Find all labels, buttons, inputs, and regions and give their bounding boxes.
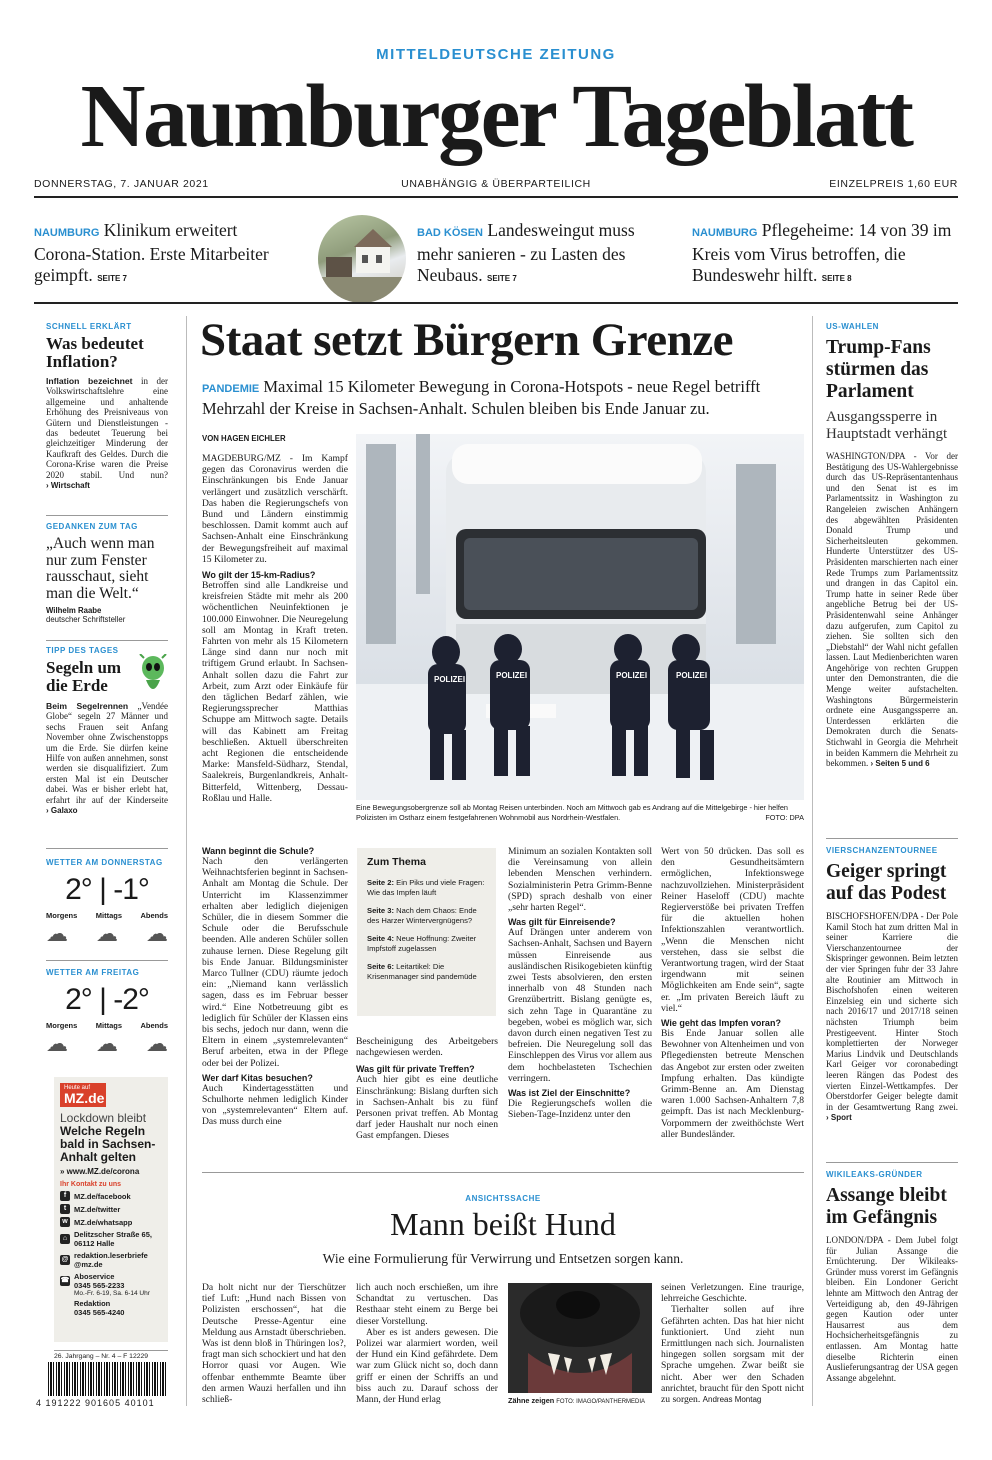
redaktion-title: Redaktion	[74, 1299, 111, 1308]
explain-box	[46, 322, 168, 491]
mz-ad-box[interactable]	[54, 1077, 168, 1342]
cloud-icon: ☁	[146, 922, 168, 947]
us-story	[826, 322, 958, 770]
teaser-ref: SEITE 7	[486, 274, 517, 283]
teaser-2[interactable]	[417, 220, 657, 289]
weather-temps: 2° | -1°	[65, 873, 149, 906]
weather-temps: 2° | -2°	[65, 983, 149, 1016]
snow-cloud-icon: ☁	[146, 1032, 168, 1057]
subhead: Wer darf Kitas besuchen?	[202, 1072, 313, 1083]
body-text: Tierhalter sollen auf ihre Gefährten achten. Das hat hier nicht funktioniert. Und zieht nun Ermittlungen nach sich. Journalisten hingegen sollen sorgsam mit der Sprache umgehen. Zwar beißt sie nicht. Aber wer den Schaden anrichtet, braucht für den Spott nicht zu sorgen. Andreas Montag	[661, 1304, 804, 1406]
teaser-kicker: NAUMBURG	[34, 227, 100, 239]
body-text: Die Regierungschefs wollen die Sieben-Tage-Inzidenz unter den	[508, 1098, 652, 1121]
weather-kicker: WETTER AM FREITAG	[46, 968, 140, 977]
opinion-col-4	[661, 1282, 804, 1405]
explain-text: Inflation bezeichnet in der Volkswirtschaftslehre eine allgemeine und anhaltende Erhöhung des Preisniveaus von Gütern und Dienstleistungen - das bedeutet Teuerung bei gleichzeitiger Minderung der Kaufkraft des Geldes. Durch die Corona-Krise waren die Preise 2020 stabil. Und nun? › Wirtschaft	[46, 376, 168, 491]
body-text: Bis Ende Januar sollen alle Bewohner von Altenheimen und von Pflegediensten betreute Menschen das Angebot zur ersten oder zweiten Impfung erhalten. Das kündigte Grimm-Benne an. Am Dienstag waren 1.000 Sachsen-Anhaltern 7,8 geimpft. Das ist nach Mecklenburg-Vorpommern der zweithöchste Wert aller Bundesländer.	[661, 1028, 804, 1140]
subhead: Wie geht das Impfen voran?	[661, 1018, 781, 1029]
ski-kicker: VIERSCHANZENTOURNEE	[826, 846, 938, 855]
svg-text:POLIZEI: POLIZEI	[434, 675, 466, 684]
cloud-icon: ☁	[96, 922, 118, 947]
main-col-3	[508, 846, 652, 1120]
issue-date: DONNERSTAG, 7. JANUAR 2021	[34, 178, 209, 190]
newspaper-title: Naumburger Tageblatt	[80, 67, 912, 166]
main-col-4	[661, 846, 804, 1140]
wiki-kicker: WIKILEAKS-GRÜNDER	[826, 1170, 923, 1179]
ad-link[interactable]: » www.MZ.de/corona	[60, 1167, 140, 1176]
body-text: Aber es ist anders gewesen. Die Polizei war alarmiert worden, weil der Hund ein Kind gefährdete. Dem war zum Glück nicht so, doch dann griff er einen der Schriffs an und biss auch zu. Darauf schoss der Mann, der Hund erlag	[356, 1326, 498, 1406]
body-text: Nach den verlängerten Weihnachtsferien beginnt in Sachsen-Anhalt am Montag die Schule. Der Unterricht im Klassenzimmer erhalten aber lediglich diejenigen Schüler, die in diesem Sommer die Schule oder die Berufsschule beenden. Alle anderen Schüler sollen zuhause lernen. Diese Regelung gilt bis Ende Januar. Bildungsminister Marco Tullner (CDU) räumte jedoch ein: „Niemand kann verlässlich sagen, dass es im Februar besser wird.“ Eine Notbetreuung gibt es lediglich für Schüler der Klassen eins bis sechs, jedoch nur dann, wenn die Eltern in einem „systemrelevanten“ Beruf arbeiten, etwa in der Pflege oder bei der Polizei.	[202, 856, 348, 1069]
facebook-icon: f	[60, 1191, 70, 1201]
weather-kicker: WETTER AM DONNERSTAG	[46, 858, 163, 867]
abo-hours: Mo.-Fr. 6-19, Sa. 6-14 Uhr	[74, 1290, 150, 1297]
motto: UNABHÄNGIG & ÜBERPARTEILICH	[401, 178, 591, 190]
dog-photo	[508, 1283, 652, 1393]
main-photo	[356, 434, 804, 800]
ski-title: Geiger springt auf das Podest	[826, 861, 947, 904]
author: Andreas Montag	[702, 1395, 762, 1405]
contact-heading: Ihr Kontakt zu uns	[60, 1181, 122, 1188]
tip-title: Segeln um die Erde	[46, 658, 122, 695]
photo-credit: FOTO: DPA	[765, 813, 804, 822]
opinion-col-2	[356, 1282, 498, 1405]
teaser-photo	[318, 215, 406, 303]
svg-text:POLIZEI: POLIZEI	[616, 671, 648, 680]
lead-text: MAGDEBURG/MZ - Im Kampf gegen das Coronavirus werden die Einschränkungen bis Ende Januar verlängert und zusätzlich verschärft. Das haben die Regierungschefs von Bund und Ländern einstimmig beschlossen. Damit kommt auch auf Sachsen-Anhalt eine Einschränkung der Bewegungsfreiheit auf maximal 15 Kilometer zu.	[202, 453, 348, 565]
snow-cloud-icon: ☁	[96, 1032, 118, 1057]
body-text: Auf Drängen unter anderem von Sachsen-Anhalt, Sachsen und Bayern müssen Einreisende aus ausländischen Risikogebieten künftig zwei Tests absolvieren, den ersten innerhalb von 48 Stunden nach Grenzübertritt. Bislang genügte es, sich zehn Tage in Quarantäne zu begeben, wobei es möglich war, sich davon durch einen negativen Test zu befreien. Die Neuregelung soll das Einschleppen des Virus vor allem aus dem hochbelasteten Tschechien verringern.	[508, 927, 652, 1084]
teaser-text: Landesweingut muss mehr sanieren - zu Lasten des Neubaus.	[417, 220, 635, 285]
main-headline: Staat setzt Bürgern Grenze	[200, 314, 734, 366]
opinion-kicker: ANSICHTSSACHE	[465, 1194, 541, 1203]
ad-line2: Welche Regeln bald in Sachsen-Anhalt gelten	[60, 1124, 156, 1164]
price: EINZELPREIS 1,60 EUR	[829, 178, 958, 190]
body-text: Minimum an sozialen Kontakten soll die Vereinsamung von allein lebenden Menschen verhindern. Sozialministerin Petra Grimm-Benne (SPD) sprach deshalb von einer „sehr harten Regel“.	[508, 846, 652, 914]
body-text: Betroffen sind alle Landkreise und kreisfreien Städte mit mehr als 200 wöchentlichen Neuinfektionen je 100.000 Einwohner. Die Neuregelung soll am Montag in Kraft treten. Fahrten von mehr als 15 Kilometern Länge sind dann nur noch mit triftigem Grund erlaubt. In Sachsen-Anhalt sollen dazu die Fahrt zur Arbeit, zum Arzt oder Einkäufe für den täglichen Bedarf zählen, wie Regierungssprecher Matthias Schuppe am Mittwoch sagte. Details will das Kabinett am Freitag beschließen. Aktuell überschreiten acht Regionen die entscheidende Marke: Mansfeld-Südharz, Stendal, Saalekreis, Burgenlandkreis, Anhalt-Bitterfeld, Wittenberg, Dessau-Roßlau und Halle.	[202, 580, 348, 804]
quote-role: deutscher Schriftsteller	[46, 615, 126, 624]
ski-text: BISCHOFSHOFEN/DPA - Der Pole Kamil Stoch hat zum dritten Mal in seiner Karriere die Vierschanzentournee der Skispringer gewonnen. Beim letzten der vier Springen fuhr der 33 Jahre alte Routinier am Mittwoch in Bischofshofen einen weiteren Einzelsieg ein und sicherte sich nach 2016/17 und 2017/18 seinen nächsten Triumph beim Prestigeevent. Hinter Stoch komplettierten der Norweger Marius Lindvik und Deutschlands Karl Geiger vor coronabedingt leeren Rängen das Podest des vierten Einzel-Wettkampfes. Der Oberstdorfer Geiger belegte damit in der Gesamtwertung Rang zwei. › Sport	[826, 911, 958, 1123]
alien-mascot-icon	[138, 654, 168, 698]
mail-icon: @	[61, 1256, 69, 1263]
weather-friday	[46, 968, 168, 1057]
superline: MITTELDEUTSCHE ZEITUNG	[376, 46, 616, 63]
thema-item[interactable]: Seite 4: Neue Hoffnung: Zweiter Impfstoff zugelassen	[367, 934, 477, 953]
opinion-title: Mann beißt Hund	[390, 1206, 616, 1242]
us-deck: Ausgangssperre in Hauptstadt verhängt	[826, 409, 948, 442]
teaser-3[interactable]	[692, 220, 960, 289]
teaser-kicker: BAD KÖSEN	[417, 227, 484, 239]
teaser-text: Klinikum erweitert Corona-Station. Erste Mitarbeiter geimpft.	[34, 220, 269, 285]
weather-labels: Morgens Mittags Abends	[46, 911, 168, 920]
subhead: Wo gilt der 15-km-Radius?	[202, 570, 316, 581]
dog-caption: Zähne zeigen FOTO: IMAGO/PANTHERMEDIA	[508, 1396, 646, 1405]
mz-badge[interactable]: Heute auf MZ.de	[60, 1083, 106, 1107]
quote-box	[46, 522, 168, 624]
body-text: Auch hier gibt es eine deutliche Einschränkung: Bislang durften sich in Sachsen-Anhalt bis zu fünf Personen privat treffen. Ab Montag darf jeder Haushalt nur noch einen Gast empfangen. Dieses	[356, 1074, 498, 1142]
thema-title: Zum Thema	[367, 856, 426, 868]
teaser-ref: SEITE 7	[97, 274, 127, 283]
snow-cloud-icon: ☁	[46, 1032, 68, 1057]
body-text: lich auch noch erschießen, um ihre Schandtat zu vertuschen. Das Resthaar steht einem zu Berge bei dieser Vorstellung.	[356, 1282, 498, 1327]
address: ⌂ Delitzscher Straße 65, 06112 Halle	[60, 1230, 162, 1248]
issue-number: 26. Jahrgang – Nr. 4 – F 12229	[54, 1350, 168, 1360]
subhead: Was ist Ziel der Einschnitte?	[508, 1088, 631, 1099]
us-kicker: US-WAHLEN	[826, 322, 879, 331]
twitter-icon: t	[60, 1204, 70, 1214]
main-col-lead	[202, 434, 348, 804]
body-text: seinen Verletzungen. Eine traurige, lehrreiche Geschichte.	[661, 1282, 804, 1305]
subhead: Was gilt für private Treffen?	[356, 1064, 475, 1075]
ad-line1: Lockdown bleibt	[60, 1111, 147, 1125]
body-text: Auch Kindertagesstätten und Schulhorte nehmen lediglich Kinder von „systemrelevanten“ Eltern auf. Das muss durch eine	[202, 1082, 348, 1128]
teaser-text: Pflegeheime: 14 von 39 im Kreis vom Virus betroffen, die Bundeswehr hilft.	[692, 220, 952, 285]
email-link[interactable]: @ redaktion.leserbriefe @mz.de	[61, 1251, 148, 1269]
photo-caption: Eine Bewegungsobergrenze soll ab Montag Reisen unterbinden. Noch am Mittwoch gab es Andrang auf die Mittelgebirge - hier helfen Polizisten im Ostharz einem festgefahrenen Wohnmobil aus Nordrhein-Westfalen. FOTO: DPA	[356, 803, 804, 822]
weather-labels: Morgens Mittags Abends	[46, 1021, 168, 1030]
whatsapp-icon: w	[60, 1217, 70, 1227]
wiki-story	[826, 1170, 958, 1383]
phone-icon: ☎	[60, 1277, 70, 1284]
main-col-2	[356, 1036, 498, 1142]
svg-text:POLIZEI: POLIZEI	[676, 671, 708, 680]
tip-kicker: TIPP DES TAGES	[46, 646, 119, 655]
snow-cloud-icon: ☁	[46, 922, 68, 947]
opinion-deck: Wie eine Formulierung für Verwirrung und Entsetzen sorgen kann.	[322, 1251, 684, 1266]
wiki-title: Assange bleibt im Gefängnis	[826, 1185, 947, 1228]
quote-text: „Auch wenn man nur zum Fenster rausschaut, sieht man die Welt.“	[46, 535, 155, 602]
facebook-link[interactable]: f MZ.de/facebook	[60, 1191, 162, 1201]
svg-text:POLIZEI: POLIZEI	[496, 671, 528, 680]
subhead: Wann beginnt die Schule?	[202, 846, 315, 856]
teaser-1[interactable]	[34, 220, 284, 289]
us-title: Trump-Fans stürmen das Parlament	[826, 337, 931, 402]
wiki-text: LONDON/DPA - Dem Jubel folgt für Julian Assange die Ernüchterung. Der Wikileaks-Gründer muss vorerst im Gefängnis bleiben. Ein Londoner Gericht lehnte am Mittwoch den Antrag der Verteidigung ab, den 49-Jährigen gegen Kaution oder unter Hausarrest aus dem Hochsicherheitsgefängnis zu entlassen. Am Montag hatte dieselbe Richterin einen Auslieferungsantrag der USA gegen Assange abgelehnt.	[826, 1235, 958, 1383]
quote-kicker: GEDANKEN ZUM TAG	[46, 522, 138, 531]
barcode-number: 4 191222 901605 40101	[36, 1398, 176, 1408]
body-text: Da holt nicht nur der Tierschützer tief Luft: „Hund nach Bissen von Polizisten erschossen“, hat die Deutsche Presse-Agentur eine Meldung aus Arnstadt überschrieben. Was ist denn bloß in Thüringen los?, fragt man sich schockiert und hat den Horror quasi vor Augen. Wie offenbar enthemmte Beamte über den armen Wauzi herfallen und ihn schließ-	[202, 1282, 346, 1406]
thema-item[interactable]: Seite 2: Ein Piks und viele Fragen: Wie das Impfen läuft	[367, 878, 485, 897]
body-text: Bescheinigung des Arbeitgebers nachgewiesen werden.	[356, 1036, 498, 1059]
quote-author: Wilhelm Raabe	[46, 606, 102, 615]
opinion-col-1	[202, 1282, 346, 1405]
thema-item[interactable]: Seite 6: Leitartikel: Die Krisenmanager sind pandemüde	[367, 962, 477, 981]
thema-item[interactable]: Seite 3: Nach dem Chaos: Ende des Harzer Wintervergnügens?	[367, 906, 477, 925]
body-text: Wert von 50 drücken. Das soll es den Gesundheitsämtern ermöglichen, Infektionswege nachzuvollziehen. Ministerpräsident Reiner Haseloff (CDU) machte Regierverstöße bei privaten Treffen für die aktuellen hohen Infektionszahlen verantwortlich. „Wenn die Menschen nicht verstehen, dass sie selbst die Verantwortung tragen, wird der Staat irgendwann mit seinen Möglichkeiten am Ende sein“, sagte er. „Im privaten Bereich läuft zu viel.“	[661, 846, 804, 1014]
tip-box	[46, 646, 168, 816]
us-text: WASHINGTON/DPA - Vor der Bestätigung des US-Wahlergebnisse durch das US-Repräsentantenhaus und den Senat ist es im Parlamentssitz in Washington zu Rangeleien zwischen Anhängern des abgewählten Präsidenten Donald Trump und Sicherheitsleuten gekommen. Hunderte Unterstützer des US-Präsidenten marschierten nach einer Rede Trumps zum Parlamentssitz und drangen in das Capitol ein. Trump hatte in seiner Rede über angebliche Betrug bei der US-Präsidentenwahl seine Anhänger dazu aufgerufen, zum Capitol zu ziehen. Sie sollten sich den „Diebstahl“ der Wahl nicht gefallen lassen. Laut Medienberichten waren Angehörige von rechten Gruppen unter den Demonstranten, die die Menge weiter aufstachelten. Washingtons Bürgermeisterin ordnete eine Ausgangssperre an. Unterdessen erklärten die Demokraten durch die Senats-Stichwahl in Georgia die Mehrheit in beiden Kammern die Mehrheit zu bekommen. › Seiten 5 und 6	[826, 451, 958, 769]
abo-service: ☎ Aboservice 0345 565-2233	[60, 1272, 125, 1290]
main-col-1	[202, 846, 348, 1128]
explain-title: Was bedeutet Inflation?	[46, 334, 144, 371]
byline: VON HAGEN EICHLER	[202, 434, 286, 443]
whatsapp-link[interactable]: w MZ.de/whatsapp	[60, 1217, 162, 1227]
tip-text: Beim Segelrennen „Vendée Globe“ segeln 27 Männer und sechs Frauen seit Anfang November ohne Zwischenstopps um die Erde. Sie dürfen keine Hilfe von außen annehmen, sonst werden sie disqualifiziert. Zum ersten Mal ist ein Deutscher dabei. Was er bisher erlebt hat, erfahrt ihr auf der Kinderseite › Galaxo	[46, 701, 168, 816]
weather-thursday	[46, 858, 168, 947]
main-deck: PANDEMIE Maximal 15 Kilometer Bewegung in Corona-Hotspots - neue Regel betrifft Mehrzahl der Kreise in Sachsen-Anhalt. Schulen bleiben bis Ende Januar zu.	[202, 377, 761, 418]
building-icon: ⌂	[60, 1234, 70, 1244]
teaser-ref: SEITE 8	[821, 274, 852, 283]
barcode	[48, 1362, 168, 1396]
main-kicker: PANDEMIE	[202, 383, 260, 395]
subhead: Was gilt für Einreisende?	[508, 917, 616, 928]
explain-kicker: SCHNELL ERKLÄRT	[46, 322, 132, 331]
ski-story	[826, 846, 958, 1124]
teaser-kicker: NAUMBURG	[692, 227, 758, 239]
thema-box	[357, 848, 496, 1016]
twitter-link[interactable]: t MZ.de/twitter	[60, 1204, 162, 1214]
redaktion-phone: 0345 565-4240	[74, 1308, 125, 1317]
